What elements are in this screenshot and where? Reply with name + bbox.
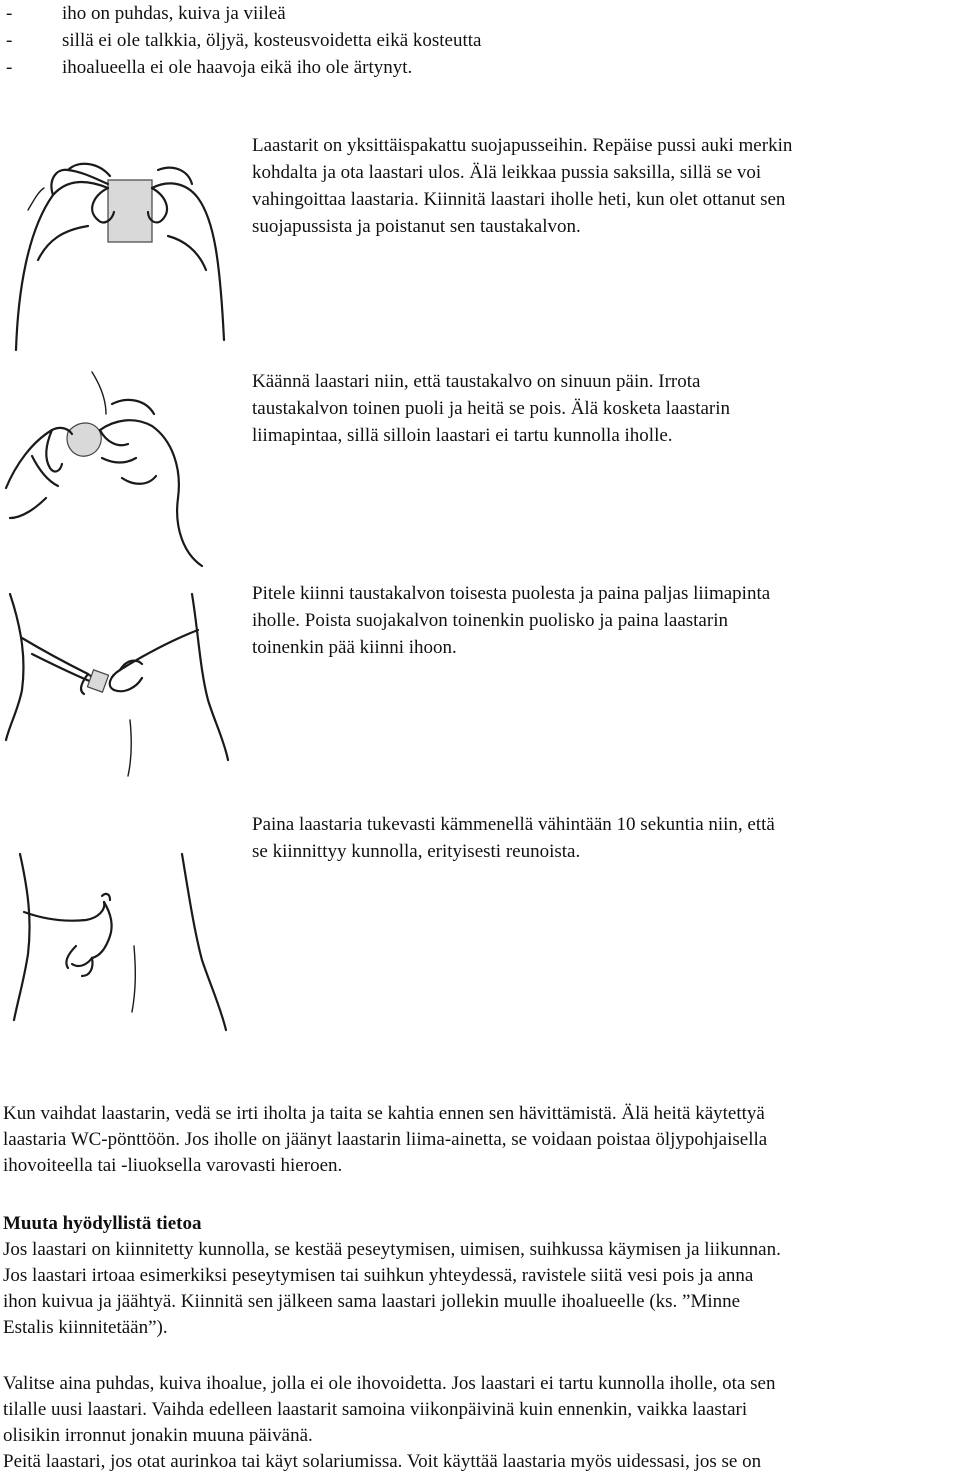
step-line: iholle. Poista suojakalvon toinenkin puolisko ja paina laastarin: [252, 610, 728, 631]
step-line: se kiinnittyy kunnolla, erityisesti reunoista.: [252, 841, 581, 862]
step-line: suojapussista ja poistanut sen taustakalvon.: [252, 216, 581, 237]
paragraph-line: Jos laastari on kiinnitetty kunnolla, se kestää peseytymisen, uimisen, suihkussa käymisen ja liikunnan.: [3, 1239, 781, 1260]
step-4-text: [252, 811, 775, 865]
paragraph-line: Jos laastari irtoaa esimerkiksi peseytymisen tai suihkun yhteydessä, ravistele siitä vesi pois ja anna: [3, 1265, 754, 1286]
step-line: vahingoittaa laastaria. Kiinnitä laastari iholle heti, kun olet ottanut sen: [252, 189, 786, 210]
section-heading: Muuta hyödyllistä tietoa: [3, 1213, 202, 1234]
bullet-dash: -: [6, 30, 13, 51]
hands-opening-sachet-icon: [8, 140, 230, 358]
step-line: toinenkin pää kiinni ihoon.: [252, 637, 457, 658]
step-1-text: [252, 132, 792, 240]
step-line: Pitele kiinni taustakalvon toisesta puolesta ja paina paljas liimapinta: [252, 583, 771, 604]
step-line: Käännä laastari niin, että taustakalvo on sinuun päin. Irrota: [252, 371, 701, 392]
palm-pressing-patch-icon: [6, 850, 232, 1050]
list-item: [6, 27, 481, 54]
list-item: [6, 0, 481, 27]
paragraph-line: laastaria WC-pönttöön. Jos iholle on jäänyt laastarin liima-ainetta, se voidaan poistaa öljypohjaisella: [3, 1129, 768, 1150]
paragraph-line: ihovoiteella tai -liuoksella varovasti hieroen.: [3, 1155, 343, 1176]
removal-paragraph: [3, 1101, 767, 1179]
paragraph-line: Kun vaihdat laastarin, vedä se irti iholta ja taita se kahtia ennen sen hävittämistä. Älä heitä käytettyä: [3, 1103, 765, 1124]
advice-paragraph: [3, 1371, 775, 1475]
bullet-dash: -: [6, 57, 13, 78]
step-line: Laastarit on yksittäispakattu suojapusseihin. Repäise pussi auki merkin: [252, 135, 793, 156]
bullet-text: ihoalueella ei ole haavoja eikä iho ole ärtynyt.: [62, 57, 413, 78]
paragraph-line: Valitse aina puhdas, kuiva ihoalue, jolla ei ole ihovoidetta. Jos laastari ei tartu kunnolla iholle, ota sen: [3, 1373, 776, 1394]
paragraph-line: Peitä laastari, jos otat aurinkoa tai käyt solariumissa. Voit käyttää laastaria myös uidessasi, jos se on: [3, 1451, 762, 1472]
hands-peeling-backing-icon: [2, 368, 228, 568]
step-line: kohdalta ja ota laastari ulos. Älä leikkaa pussia saksilla, sillä se voi: [252, 162, 762, 183]
bullet-text: iho on puhdas, kuiva ja viileä: [62, 3, 286, 24]
paragraph-line: olisikin irronnut jonakin muuna päivänä.: [3, 1425, 313, 1446]
info-paragraph: [3, 1237, 781, 1341]
precondition-list: [6, 0, 481, 81]
step-line: Paina laastaria tukevasti kämmenellä vähintään 10 sekuntia niin, että: [252, 814, 775, 835]
step-2-text: [252, 368, 730, 449]
bullet-dash: -: [6, 3, 13, 24]
hands-applying-patch-icon: [2, 590, 230, 780]
paragraph-line: ihon kuivua ja jäähtyä. Kiinnitä sen jälkeen sama laastari jollekin muulle ihoalueelle (ks. ”Minne: [3, 1291, 741, 1312]
paragraph-line: Estalis kiinnitetään”).: [3, 1317, 168, 1338]
step-3-text: [252, 580, 770, 661]
bullet-text: sillä ei ole talkkia, öljyä, kosteusvoidetta eikä kosteutta: [62, 30, 482, 51]
paragraph-line: tilalle uusi laastari. Vaihda edelleen laastarit samoina viikonpäivinä kuin ennenkin, vaikka laastari: [3, 1399, 748, 1420]
list-item: [6, 54, 481, 81]
step-line: liimapintaa, sillä silloin laastari ei tartu kunnolla iholle.: [252, 425, 673, 446]
step-line: taustakalvon toinen puoli ja heitä se pois. Älä kosketa laastarin: [252, 398, 731, 419]
